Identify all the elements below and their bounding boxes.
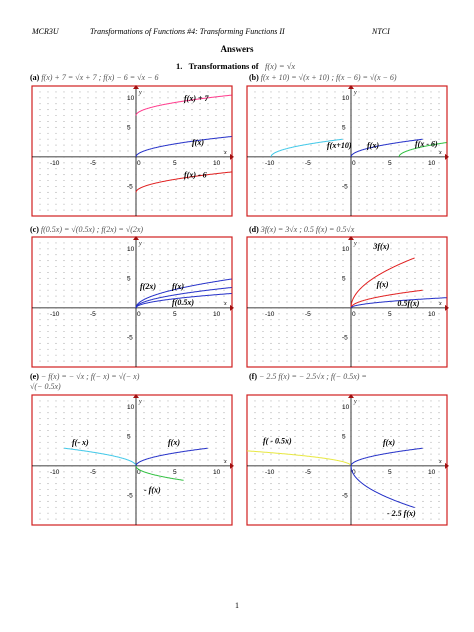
part-e-continuation [30, 382, 61, 391]
y-tick-label: 5 [342, 275, 346, 283]
x-tick-label: 0 [352, 159, 356, 167]
y-axis-label: y [139, 241, 142, 247]
part-a-id: (a) [30, 73, 40, 82]
curve-label: 0.5f(x) [397, 299, 420, 309]
curve-label: f(0.5x) [172, 297, 194, 307]
y-axis-label: y [139, 90, 142, 96]
graph-a [30, 84, 234, 218]
x-tick-label: 5 [388, 310, 392, 318]
x-tick-label: -10 [265, 159, 275, 167]
y-axis-label: y [354, 241, 357, 247]
curve-label: f(x+10) [327, 141, 352, 151]
section-title: Transformations of [188, 61, 259, 71]
curve-label: f(x) [367, 141, 379, 151]
y-tick-label: 5 [127, 275, 131, 283]
graph-b [245, 84, 449, 218]
section-heading [176, 61, 295, 71]
x-tick-label: -10 [265, 468, 275, 476]
x-tick-label: 10 [428, 159, 436, 167]
curve-label: 3f(x) [373, 241, 390, 251]
y-axis-label: y [139, 399, 142, 405]
y-tick-label: 10 [127, 94, 135, 102]
y-tick-label: -5 [342, 492, 348, 500]
page-header [0, 27, 474, 41]
x-tick-label: -5 [305, 310, 311, 318]
course-code: MCR3U [32, 27, 59, 36]
x-tick-label: -5 [90, 159, 96, 167]
x-tick-label: 0 [352, 310, 356, 318]
curve-label: f(x) [376, 280, 389, 290]
y-tick-label: 5 [342, 433, 346, 441]
curve-label: - f(x) [144, 485, 161, 495]
graph-a-svg [30, 84, 234, 218]
part-b-label [249, 73, 397, 82]
part-b-id: (b) [249, 73, 259, 82]
y-tick-label: 10 [342, 245, 350, 253]
graph-d-svg [245, 235, 449, 369]
x-tick-label: 5 [388, 468, 392, 476]
graph-e-svg [30, 393, 234, 527]
part-e-text: − f(x) = − √x ; f(− x) = √(− x) [40, 372, 140, 381]
y-tick-label: -5 [127, 334, 133, 342]
x-tick-label: 0 [137, 310, 141, 318]
curve-label: f(x) [192, 138, 204, 148]
y-axis-label: y [354, 399, 357, 405]
y-tick-label: -5 [127, 183, 133, 191]
x-axis-label: x [224, 149, 227, 156]
graph-c-svg [30, 235, 234, 369]
y-tick-label: -5 [342, 183, 348, 191]
graph-f-svg [245, 393, 449, 527]
x-axis-label: x [439, 300, 442, 307]
y-tick-label: 10 [342, 403, 350, 411]
part-a-text: f(x) + 7 = √x + 7 ; f(x) − 6 = √x − 6 [41, 73, 159, 82]
part-f-label [249, 372, 367, 381]
x-tick-label: 10 [428, 310, 436, 318]
curve-label: f(x) [172, 282, 184, 291]
x-tick-label: -5 [90, 310, 96, 318]
y-tick-label: 5 [342, 124, 346, 132]
part-a-label [30, 73, 158, 82]
part-b-text: f(x + 10) = √(x + 10) ; f(x − 6) = √(x − 6) [260, 73, 397, 82]
curve-label: f(x) [168, 438, 180, 448]
part-c-text: f(0.5x) = √(0.5x) ; f(2x) = √(2x) [40, 225, 144, 234]
y-tick-label: 10 [127, 403, 135, 411]
section-number: 1. [176, 61, 183, 71]
y-tick-label: 10 [127, 245, 135, 253]
part-f-id: (f) [249, 372, 257, 381]
x-tick-label: 0 [352, 468, 356, 476]
x-tick-label: -5 [305, 159, 311, 167]
page-number: 1 [235, 601, 239, 610]
x-tick-label: 5 [173, 310, 177, 318]
part-c-label [30, 225, 143, 234]
answers-title: Answers [220, 44, 254, 54]
y-axis-label: y [354, 90, 357, 96]
curve-label: f(x - 6) [415, 139, 438, 149]
x-tick-label: 10 [213, 159, 221, 167]
x-tick-label: -10 [265, 310, 275, 318]
part-d-label [249, 225, 354, 234]
x-axis-label: x [439, 149, 442, 156]
graph-e [30, 393, 234, 527]
school-name: NTCI [372, 27, 390, 36]
curve-label: f(- x) [72, 438, 89, 448]
x-tick-label: -10 [50, 468, 60, 476]
x-axis-label: x [224, 300, 227, 307]
curve-label: f(x) + 7 [184, 93, 209, 103]
part-d-id: (d) [249, 225, 259, 234]
section-function: f(x) = √x [264, 61, 296, 71]
curve-label: f(x) [383, 438, 395, 448]
y-tick-label: 10 [342, 94, 350, 102]
part-e-id: (e) [30, 372, 39, 381]
y-tick-label: -5 [342, 334, 348, 342]
y-tick-label: 5 [127, 433, 131, 441]
worksheet-title: Transformations of Functions #4: Transforming Functions II [90, 27, 285, 36]
x-tick-label: -5 [305, 468, 311, 476]
x-tick-label: -5 [90, 468, 96, 476]
curve-label: - 2.5 f(x) [387, 509, 416, 519]
x-tick-label: 0 [137, 159, 141, 167]
x-tick-label: 10 [213, 468, 221, 476]
part-e-label [30, 372, 139, 381]
x-axis-label: x [224, 458, 227, 465]
part-f-text: − 2.5 f(x) = − 2.5√x ; f(− 0.5x) = [259, 372, 367, 381]
x-tick-label: -10 [50, 310, 60, 318]
x-tick-label: 5 [173, 468, 177, 476]
graph-f [245, 393, 449, 527]
part-c-id: (c) [30, 225, 39, 234]
x-tick-label: -10 [50, 159, 60, 167]
y-tick-label: -5 [127, 492, 133, 500]
curve-label: f( - 0.5x) [263, 436, 292, 446]
x-tick-label: 10 [213, 310, 221, 318]
x-axis-label: x [439, 458, 442, 465]
curve-label: f(2x) [140, 282, 156, 291]
graph-c [30, 235, 234, 369]
curve-label: f(x) - 6 [184, 170, 207, 180]
part-d-text: 3f(x) = 3√x ; 0.5 f(x) = 0.5√x [260, 225, 355, 234]
x-tick-label: 5 [173, 159, 177, 167]
graph-d [245, 235, 449, 369]
y-tick-label: 5 [127, 124, 131, 132]
x-tick-label: 10 [428, 468, 436, 476]
graph-b-svg [245, 84, 449, 218]
part-e-text-2: √(− 0.5x) [30, 382, 61, 391]
x-tick-label: 0 [137, 468, 141, 476]
x-tick-label: 5 [388, 159, 392, 167]
